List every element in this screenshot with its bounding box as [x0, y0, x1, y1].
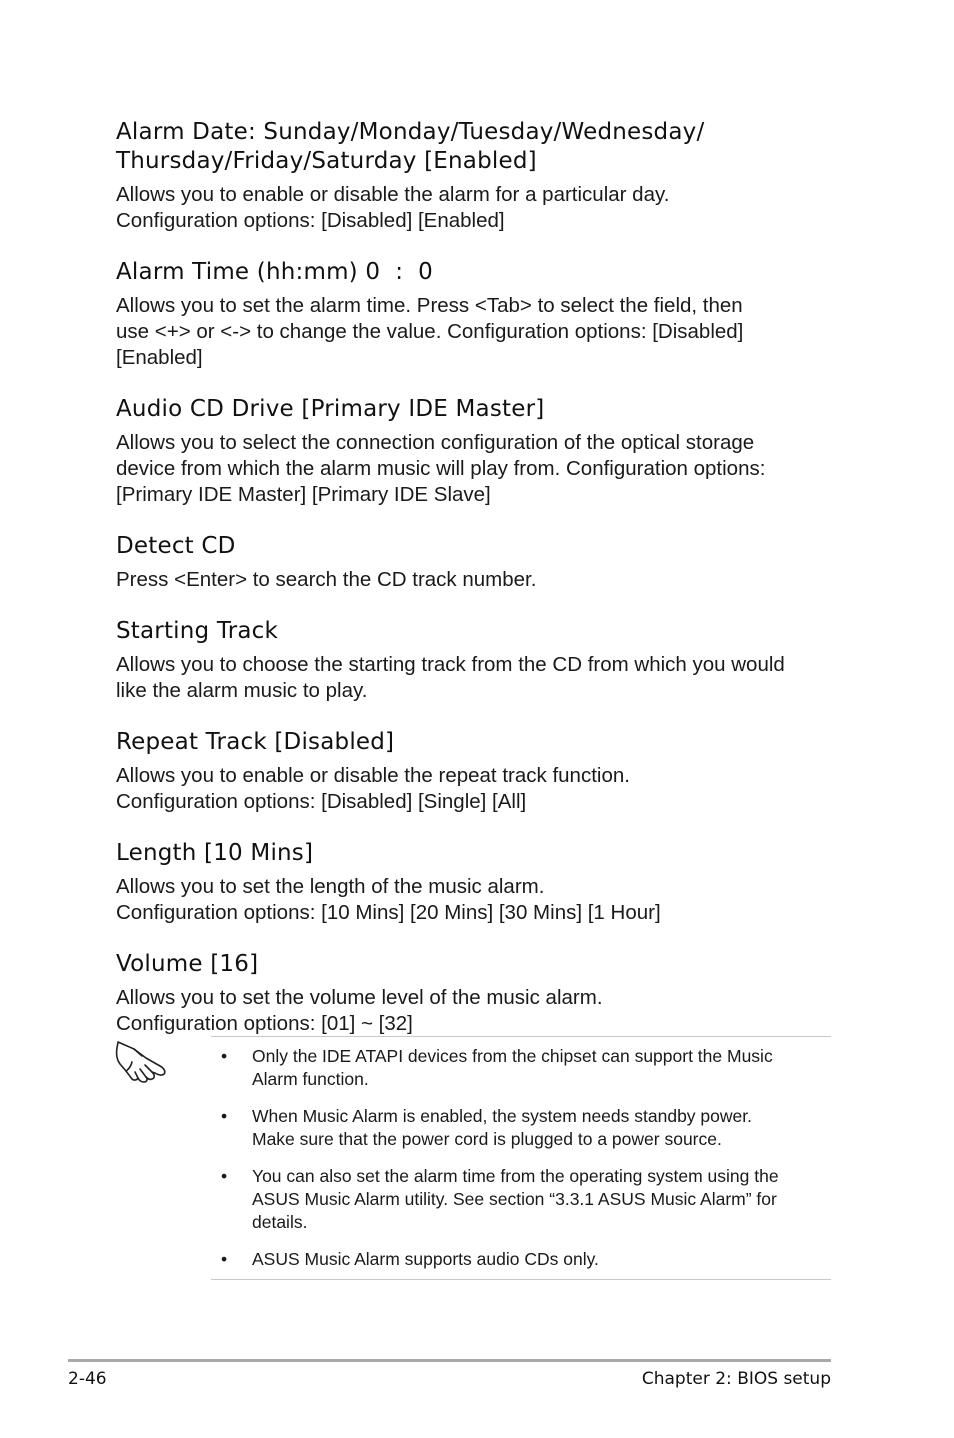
page-number: 2-46 — [68, 1369, 107, 1389]
note-line: You can also set the alarm time from the operating system using the — [252, 1166, 779, 1186]
section-heading — [116, 395, 836, 424]
heading-line: Thursday/Friday/Saturday [Enabled] — [116, 148, 537, 174]
bullet-icon: • — [221, 1166, 228, 1186]
section-heading — [116, 839, 836, 868]
section-description — [116, 567, 836, 593]
note-line: details. — [252, 1212, 308, 1232]
description-line: Allows you to set the volume level of the music alarm. — [116, 986, 603, 1009]
section-starting-track — [116, 617, 836, 704]
section-description — [116, 985, 836, 1037]
heading-line: Length [10 Mins] — [116, 840, 314, 866]
description-line: Allows you to enable or disable the alarm for a particular day. — [116, 183, 670, 206]
section-length — [116, 839, 836, 926]
description-line: Configuration options: [Disabled] [Enabled] — [116, 209, 505, 232]
note-line: ASUS Music Alarm utility. See section “3.3.1 ASUS Music Alarm” for — [252, 1189, 777, 1209]
bullet-icon: • — [221, 1046, 228, 1066]
section-audio-cd-drive — [116, 395, 836, 508]
description-line: Allows you to choose the starting track from the CD from which you would — [116, 653, 785, 676]
note-item — [211, 1248, 831, 1271]
section-alarm-time — [116, 258, 836, 371]
bullet-icon: • — [221, 1106, 228, 1126]
heading-line: Audio CD Drive [Primary IDE Master] — [116, 396, 545, 422]
heading-line: Alarm Date: Sunday/Monday/Tuesday/Wednesday/ — [116, 119, 705, 145]
note-line: Only the IDE ATAPI devices from the chipset can support the Music — [252, 1046, 773, 1066]
heading-line: Starting Track — [116, 618, 279, 644]
note-line: ASUS Music Alarm supports audio CDs only. — [252, 1249, 599, 1269]
description-line: Allows you to set the alarm time. Press <Tab> to select the field, then — [116, 294, 743, 317]
section-volume — [116, 950, 836, 1037]
note-item — [211, 1105, 831, 1151]
description-line: like the alarm music to play. — [116, 679, 368, 702]
description-line: use <+> or <-> to change the value. Configuration options: [Disabled] — [116, 320, 744, 343]
description-line: [Primary IDE Master] [Primary IDE Slave] — [116, 483, 491, 506]
note-line: Make sure that the power cord is plugged to a power source. — [252, 1129, 722, 1149]
note-box — [211, 1036, 831, 1280]
section-detect-cd — [116, 532, 836, 593]
section-heading — [116, 950, 836, 979]
description-line: Press <Enter> to search the CD track number. — [116, 568, 537, 591]
description-line: Configuration options: [10 Mins] [20 Mins] [30 Mins] [1 Hour] — [116, 901, 661, 924]
description-line: Allows you to enable or disable the repeat track function. — [116, 764, 630, 787]
section-heading — [116, 118, 836, 176]
chapter-title: Chapter 2: BIOS setup — [641, 1369, 831, 1389]
description-line: Configuration options: [01] ~ [32] — [116, 1012, 413, 1035]
description-line: device from which the alarm music will play from. Configuration options: — [116, 457, 766, 480]
note-item — [211, 1045, 831, 1091]
description-line: Configuration options: [Disabled] [Single] [All] — [116, 790, 527, 813]
section-description — [116, 293, 836, 371]
pointing-hand-icon — [112, 1036, 174, 1084]
section-description — [116, 182, 836, 234]
note-item — [211, 1165, 831, 1234]
heading-line: Volume [16] — [116, 951, 259, 977]
description-line: Allows you to set the length of the music alarm. — [116, 875, 545, 898]
section-description — [116, 763, 836, 815]
description-line: Allows you to select the connection configuration of the optical storage — [116, 431, 755, 454]
section-repeat-track — [116, 728, 836, 815]
section-heading — [116, 258, 836, 287]
section-heading — [116, 728, 836, 757]
heading-line: Repeat Track [Disabled] — [116, 729, 395, 755]
section-description — [116, 430, 836, 508]
section-alarm-date — [116, 118, 836, 234]
note-line: When Music Alarm is enabled, the system needs standby power. — [252, 1106, 752, 1126]
section-description — [116, 652, 836, 704]
section-heading — [116, 532, 836, 561]
heading-line: Detect CD — [116, 533, 236, 559]
bullet-icon: • — [221, 1249, 228, 1269]
description-line: [Enabled] — [116, 346, 203, 369]
note-list — [211, 1037, 831, 1271]
note-line: Alarm function. — [252, 1069, 369, 1089]
section-description — [116, 874, 836, 926]
heading-line: Alarm Time (hh:mm) 0 : 0 — [116, 259, 434, 285]
section-heading — [116, 617, 836, 646]
page-content — [116, 118, 836, 1061]
footer-divider — [68, 1359, 831, 1362]
